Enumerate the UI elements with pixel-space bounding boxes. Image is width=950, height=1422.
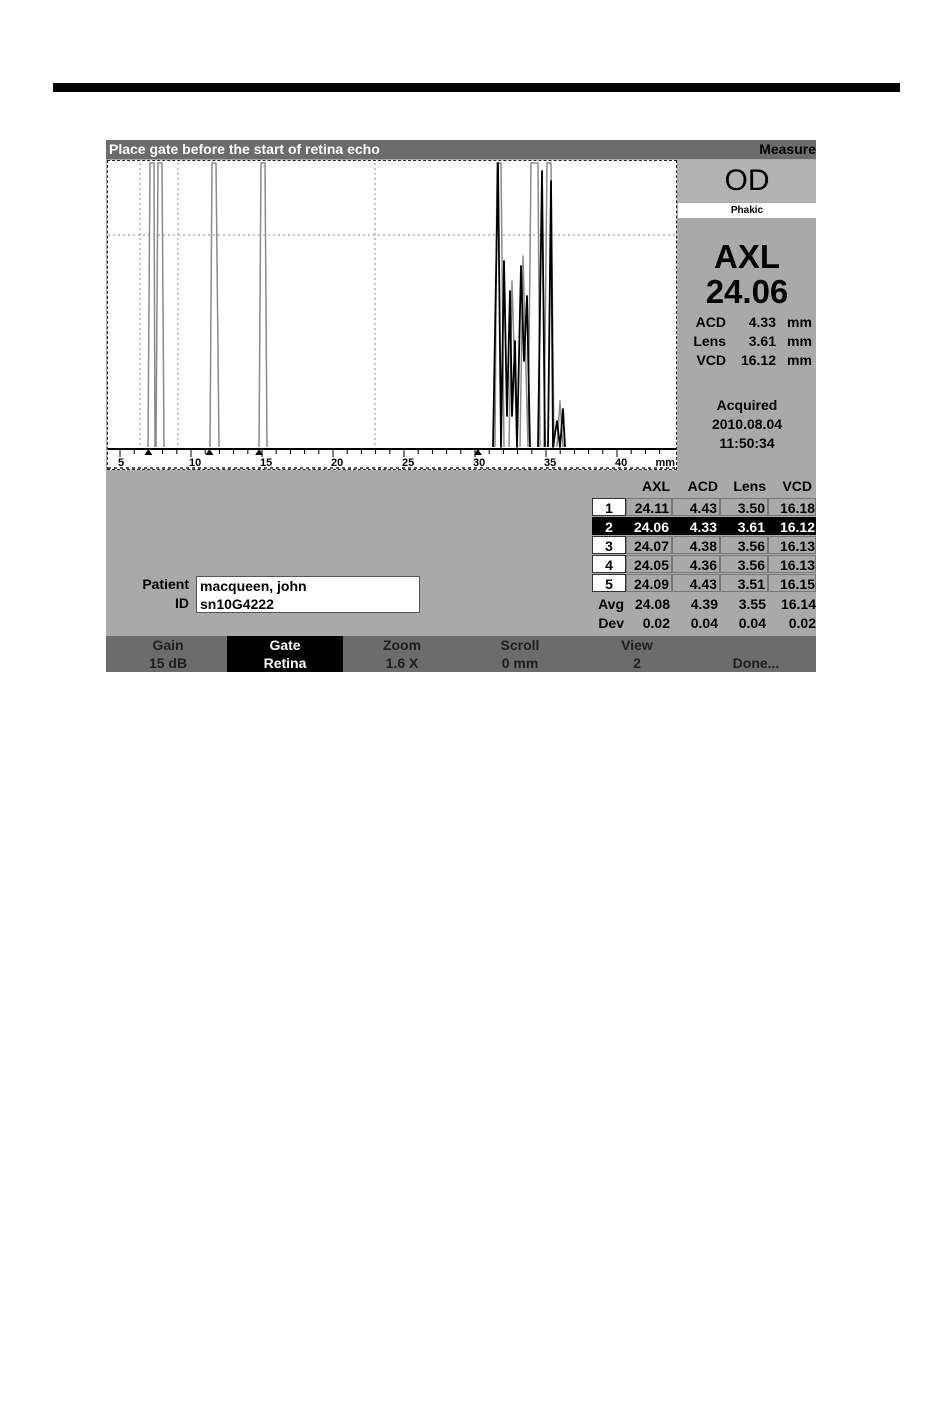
dev-acd: 0.04 — [690, 615, 718, 631]
acquired-time: 11:50:34 — [719, 435, 775, 451]
softkey-view-title: View — [621, 637, 653, 653]
table-row[interactable] — [590, 498, 816, 516]
mode-label: Measure — [759, 141, 816, 157]
lens-label: Lens — [693, 333, 726, 349]
row-index[interactable]: 2 — [592, 517, 626, 535]
echo-lens-posterior — [259, 163, 267, 447]
cell-lens: 3.51 — [720, 574, 768, 592]
eye-indicator[interactable]: OD — [678, 160, 816, 202]
cell-vcd: 16.18 — [768, 498, 816, 516]
top-rule — [53, 83, 900, 92]
softkey-gate-value: Retina — [263, 655, 307, 671]
dev-lens: 0.04 — [738, 615, 766, 631]
softkey-gate[interactable] — [227, 636, 343, 672]
title-bar — [106, 140, 816, 159]
patient-name[interactable]: macqueen, john — [200, 578, 307, 594]
acd-unit: mm — [787, 314, 812, 330]
row-index[interactable]: 1 — [592, 498, 626, 516]
id-label: ID — [175, 595, 189, 611]
row-index[interactable]: 5 — [592, 574, 626, 592]
avg-vcd: 16.14 — [780, 596, 816, 612]
axis-tick-label: 15 — [260, 457, 273, 469]
lens-type-indicator[interactable]: Phakic — [678, 203, 816, 218]
avg-acd: 4.39 — [690, 596, 718, 612]
softkey-gain-title: Gain — [152, 637, 184, 653]
softkey-gain-value: 15 dB — [148, 655, 188, 671]
softkey-scroll[interactable] — [462, 636, 578, 672]
avg-label: Avg — [598, 596, 624, 612]
cell-vcd: 16.15 — [768, 574, 816, 592]
axis-tick-label: 5 — [118, 457, 125, 469]
acquired-label: Acquired — [716, 397, 778, 413]
cell-acd: 4.43 — [672, 574, 720, 592]
axis-ticks — [120, 449, 660, 457]
cell-axl: 24.11 — [626, 498, 672, 516]
cell-axl: 24.05 — [626, 555, 672, 573]
instruction-message: Place gate before the start of retina echo — [109, 141, 380, 157]
axis-tick-label: 30 — [473, 457, 486, 469]
lens-unit: mm — [787, 333, 812, 349]
vcd-value: 16.12 — [740, 352, 776, 368]
cell-vcd: 16.12 — [768, 517, 816, 535]
patient-id[interactable]: sn10G4222 — [200, 596, 274, 612]
biometer-screen — [106, 140, 816, 672]
a-scan-waveform-graph[interactable] — [107, 160, 677, 470]
grid-lines — [108, 163, 676, 449]
cell-acd: 4.38 — [672, 536, 720, 554]
table-row[interactable] — [590, 555, 816, 573]
table-row[interactable] — [590, 574, 816, 592]
softkey-done-value: Done... — [732, 655, 780, 671]
row-index[interactable]: 4 — [592, 555, 626, 573]
axis-tick-label: 40 — [615, 457, 628, 469]
cell-axl: 24.06 — [626, 517, 672, 535]
softkey-zoom[interactable] — [344, 636, 460, 672]
dev-vcd: 0.02 — [788, 615, 816, 631]
cell-acd: 4.33 — [672, 517, 720, 535]
softkey-view[interactable] — [579, 636, 695, 672]
header-lens: Lens — [733, 478, 766, 494]
acquired-info — [678, 396, 816, 453]
dev-axl: 0.02 — [642, 615, 670, 631]
axis-tick-label: 35 — [544, 457, 557, 469]
lens-value: 3.61 — [748, 333, 776, 349]
cell-vcd: 16.13 — [768, 555, 816, 573]
softkey-scroll-value: 0 mm — [501, 655, 539, 671]
echo-waveform — [148, 163, 565, 447]
vcd-label: VCD — [696, 352, 726, 368]
softkey-bar — [106, 636, 816, 672]
cell-vcd: 16.13 — [768, 536, 816, 554]
axis-tick-label: 20 — [331, 457, 344, 469]
softkey-scroll-title: Scroll — [500, 637, 540, 653]
cell-acd: 4.36 — [672, 555, 720, 573]
softkey-zoom-value: 1.6 X — [385, 655, 419, 671]
row-index[interactable]: 3 — [592, 536, 626, 554]
header-vcd: VCD — [782, 478, 812, 494]
echo-cornea — [148, 163, 164, 447]
a-scan-svg — [108, 161, 678, 471]
acd-value: 4.33 — [748, 314, 776, 330]
table-row[interactable] — [590, 536, 816, 554]
cell-lens: 3.56 — [720, 555, 768, 573]
cell-lens: 3.56 — [720, 536, 768, 554]
axis-unit-label: mm — [655, 457, 675, 469]
cell-acd: 4.43 — [672, 498, 720, 516]
axl-label: AXL — [714, 238, 780, 275]
softkey-gate-title: Gate — [269, 637, 301, 653]
softkey-view-value: 2 — [633, 655, 641, 671]
avg-lens: 3.55 — [738, 596, 766, 612]
vcd-unit: mm — [787, 352, 812, 368]
axl-value: 24.06 — [705, 273, 789, 310]
cell-axl: 24.07 — [626, 536, 672, 554]
header-axl: AXL — [642, 478, 670, 494]
axis-tick-label: 10 — [189, 457, 202, 469]
acd-label: ACD — [695, 314, 726, 330]
patient-field[interactable] — [196, 576, 420, 613]
cell-lens: 3.61 — [720, 517, 768, 535]
avg-axl: 24.08 — [634, 596, 670, 612]
table-row-selected[interactable] — [590, 517, 816, 535]
dev-label: Dev — [598, 615, 624, 631]
cell-lens: 3.50 — [720, 498, 768, 516]
softkey-gain[interactable] — [110, 636, 226, 672]
axis-tick-labels — [118, 457, 627, 469]
acquired-date: 2010.08.04 — [711, 416, 783, 432]
header-acd: ACD — [687, 478, 718, 494]
deviation-row — [590, 614, 816, 632]
softkey-zoom-title: Zoom — [382, 637, 422, 653]
softkey-done[interactable] — [698, 636, 814, 672]
axis-tick-label: 25 — [402, 457, 415, 469]
result-side-panel — [678, 160, 816, 470]
cell-axl: 24.09 — [626, 574, 672, 592]
average-row — [590, 595, 816, 613]
patient-label: Patient — [142, 576, 189, 592]
echo-lens-anterior — [210, 163, 219, 447]
